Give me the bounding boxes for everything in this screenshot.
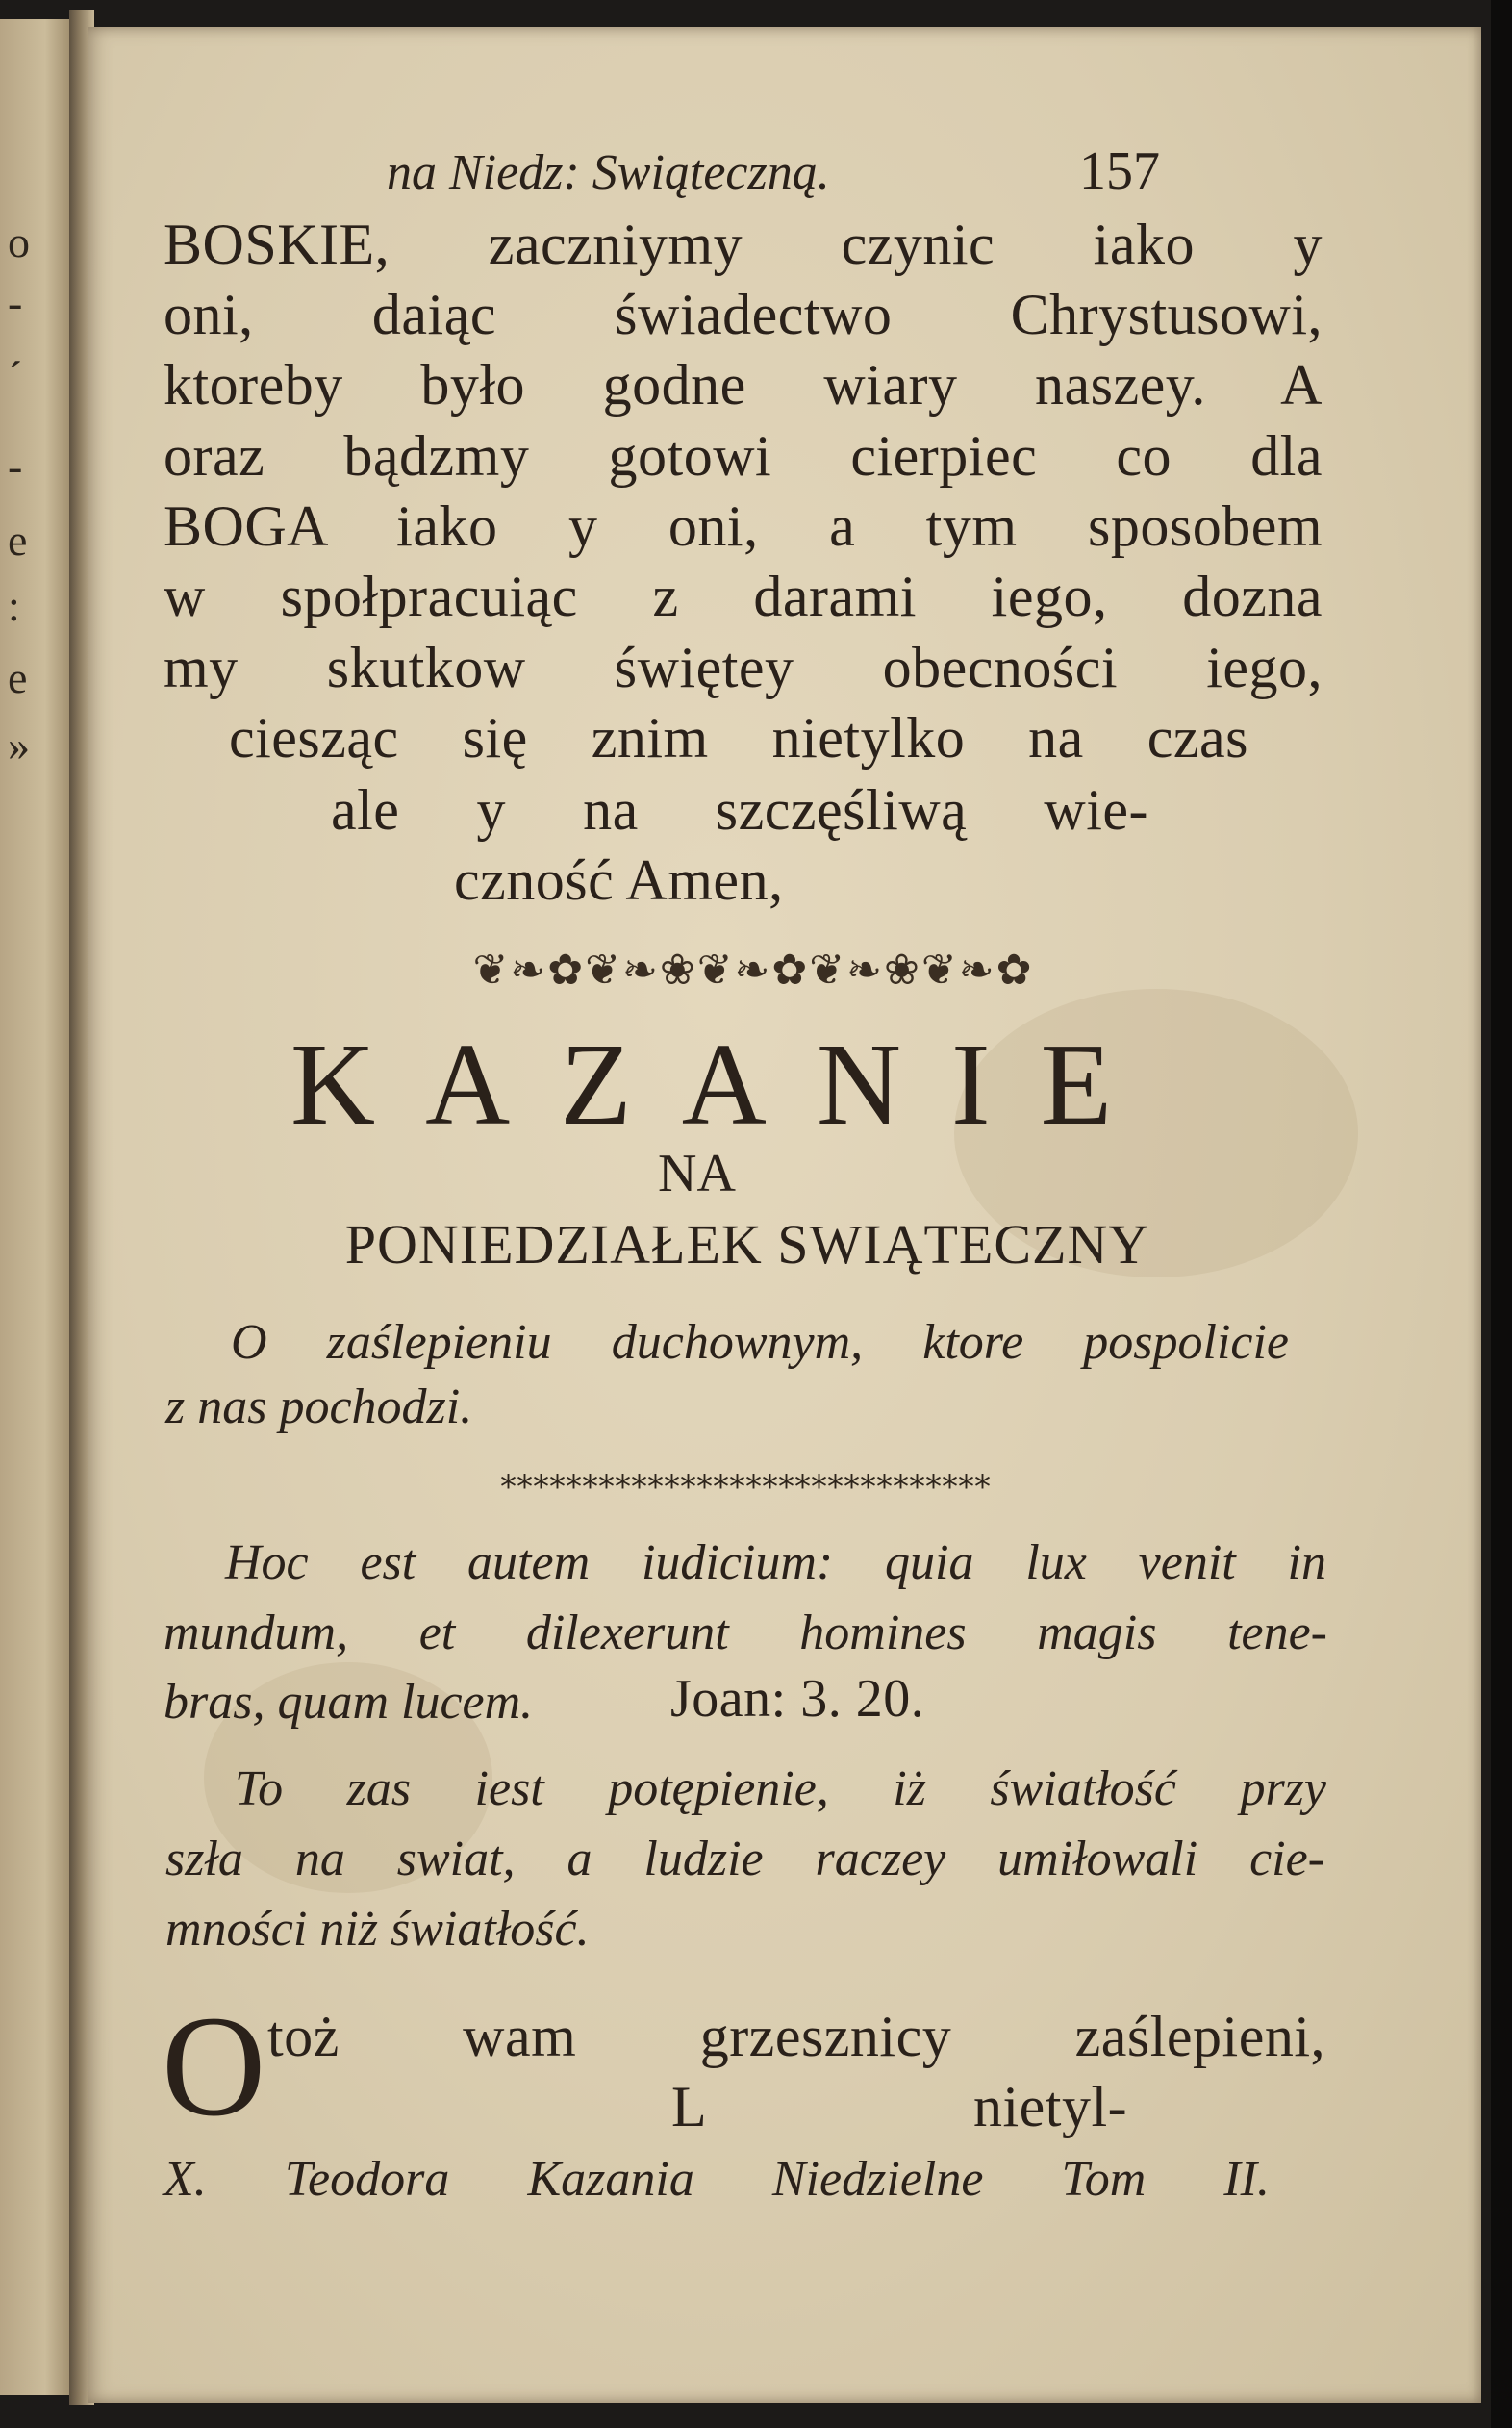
footer-book-title: X. Teodora Kazania Niedzielne Tom II.: [164, 2152, 1270, 2207]
sermon-title: KAZANIE: [290, 1020, 1163, 1150]
latin-epigraph-line: bras, quam lucem.: [164, 1675, 534, 1730]
text-line: ale y na szczęśliwą wie-: [331, 778, 1148, 842]
prev-page-fragment: o: [8, 217, 30, 266]
text-line: ciesząc się znim nietylko na czas: [229, 706, 1248, 770]
prev-page-fragment: e: [8, 516, 28, 565]
latin-epigraph-line: Hoc est autem iudicium: quia lux venit in: [225, 1535, 1326, 1590]
signature-mark: L: [671, 2075, 708, 2138]
text-line: oni, daiąc świadectwo Chrystusowi,: [164, 283, 1323, 346]
previous-page-edge: [0, 19, 75, 2395]
book-page: [88, 27, 1481, 2403]
drop-cap: O: [162, 1986, 266, 2146]
polish-quote-line: To zas iest potępienie, iż światłość przy: [235, 1761, 1326, 1816]
title-na: NA: [658, 1144, 736, 1203]
prev-page-fragment: -: [8, 278, 23, 327]
polish-quote-line: mności niż światłość.: [165, 1902, 590, 1957]
text-line: BOSKIE, zaczniymy czynic iako y: [164, 213, 1323, 276]
running-head: na Niedz: Swiąteczną.: [387, 145, 830, 200]
title-subtitle: PONIEDZIAŁEK SWIĄTECZNY: [344, 1213, 1150, 1276]
ornament-band: ❦❧✿❦❧❀❦❧✿❦❧❀❦❧✿: [472, 946, 1034, 995]
catchword: nietyl-: [973, 2075, 1128, 2138]
text-line: my skutkow świętey obecności iego,: [164, 636, 1323, 699]
topic-line: O zaślepieniu duchownym, ktore pospolicie: [231, 1315, 1289, 1370]
topic-line: z nas pochodzi.: [165, 1379, 473, 1434]
text-line: BOGA iako y oni, a tym sposobem: [164, 494, 1323, 558]
prev-page-fragment: -: [8, 442, 23, 491]
text-line: oraz bądzmy gotowi cierpiec co dla: [164, 424, 1323, 488]
page-number: 157: [1079, 141, 1160, 201]
citation: Joan: 3. 20.: [670, 1669, 925, 1729]
prev-page-fragment: e: [8, 653, 28, 702]
text-line: czność Amen,: [454, 848, 784, 912]
scan-border: [1491, 0, 1512, 2428]
prev-page-fragment: »: [8, 721, 30, 770]
text-line: toż wam grzesznicy zaślepieni,: [267, 2005, 1325, 2068]
text-line: w społpracuiąc z darami iego, dozna: [164, 565, 1323, 628]
text-line: ktoreby było godne wiary naszey. A: [164, 353, 1323, 417]
polish-quote-line: szła na swiat, a ludzie raczey umiłowali cie-: [165, 1832, 1324, 1886]
prev-page-fragment: :: [8, 581, 20, 630]
prev-page-fragment: ´: [8, 352, 23, 401]
latin-epigraph-line: mundum, et dilexerunt homines magis tene-: [164, 1606, 1327, 1660]
star-rule: ******************************: [500, 1468, 991, 1506]
